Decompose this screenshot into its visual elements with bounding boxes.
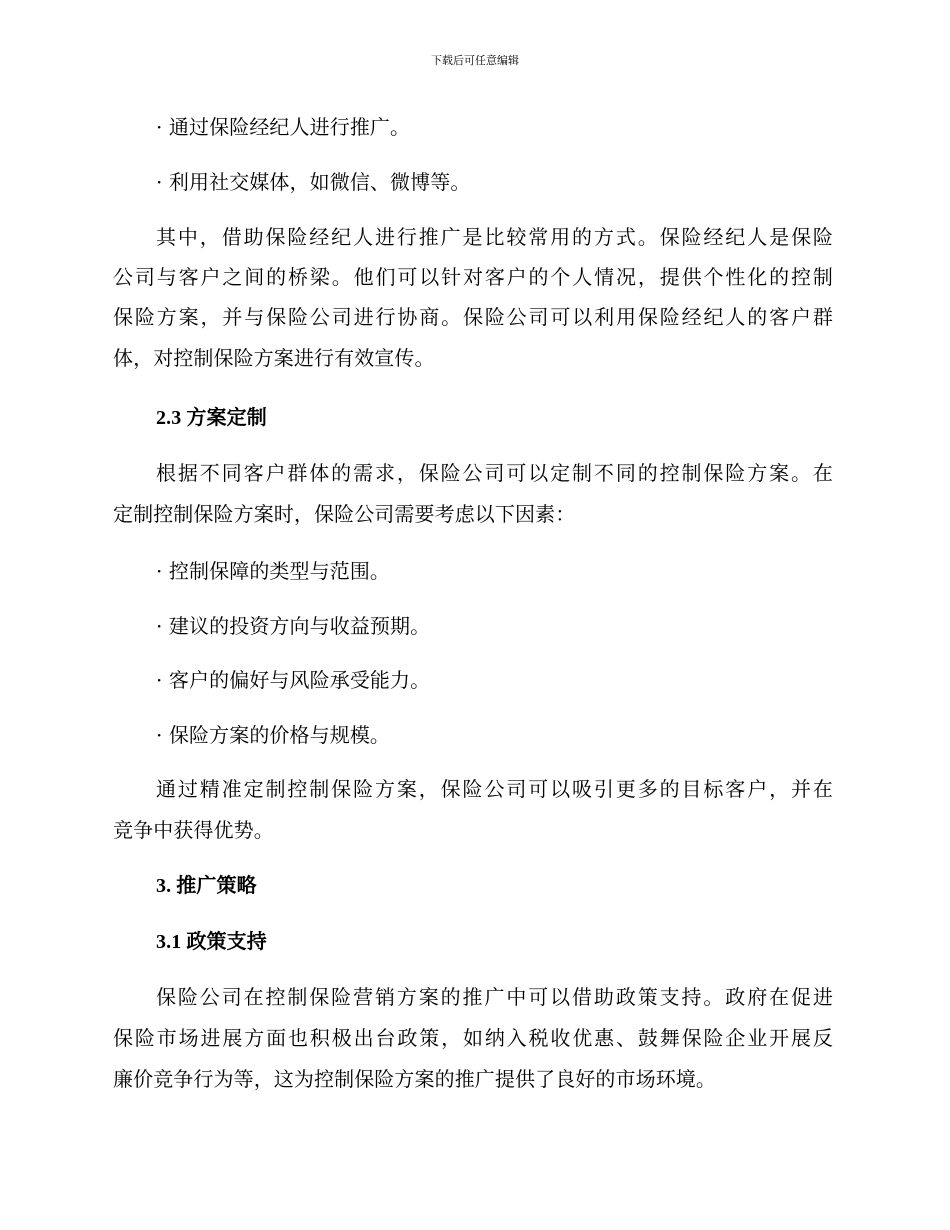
paragraph-line: 定制控制保险方案时，保险公司需要考虑以下因素： — [113, 502, 576, 526]
paragraph-line: 其中，借助保险经纪人进行推广是比较常用的方式。保险经纪人是保险 — [156, 225, 833, 249]
bullet-item: · 客户的偏好与风险承受能力。 — [156, 668, 431, 692]
paragraph-line: 根据不同客户群体的需求，保险公司可以定制不同的控制保险方案。在 — [156, 461, 833, 485]
paragraph-line: 体，对控制保险方案进行有效宣传。 — [113, 346, 435, 370]
paragraph-line: 廉价竞争行为等，这为控制保险方案的推广提供了良好的市场环境。 — [113, 1067, 716, 1091]
bullet-item: · 利用社交媒体，如微信、微博等。 — [156, 170, 471, 194]
section-heading: 3.1 政策支持 — [156, 931, 267, 953]
bullet-item: · 保险方案的价格与规模。 — [156, 723, 391, 747]
section-heading: 2.3 方案定制 — [156, 407, 267, 429]
paragraph-line: 保险公司在控制保险营销方案的推广中可以借助政策支持。政府在促进 — [156, 985, 833, 1009]
paragraph-line: 通过精准定制控制保险方案，保险公司可以吸引更多的目标客户，并在 — [156, 777, 833, 801]
paragraph-line: 保险方案，并与保险公司进行协商。保险公司可以利用保险经纪人的客户群 — [113, 305, 833, 329]
section-heading: 3. 推广策略 — [156, 875, 257, 897]
bullet-item: · 通过保险经纪人进行推广。 — [156, 115, 411, 139]
paragraph-line: 公司与客户之间的桥梁。他们可以针对客户的个人情况，提供个性化的控制 — [113, 265, 833, 289]
page-header: 下载后可任意编辑 — [431, 54, 519, 67]
paragraph-line: 竞争中获得优势。 — [113, 818, 274, 842]
bullet-item: · 控制保障的类型与范围。 — [156, 559, 391, 583]
paragraph-line: 保险市场进展方面也积极出台政策，如纳入税收优惠、鼓舞保险企业开展反 — [113, 1026, 833, 1050]
bullet-item: · 建议的投资方向与收益预期。 — [156, 614, 431, 638]
